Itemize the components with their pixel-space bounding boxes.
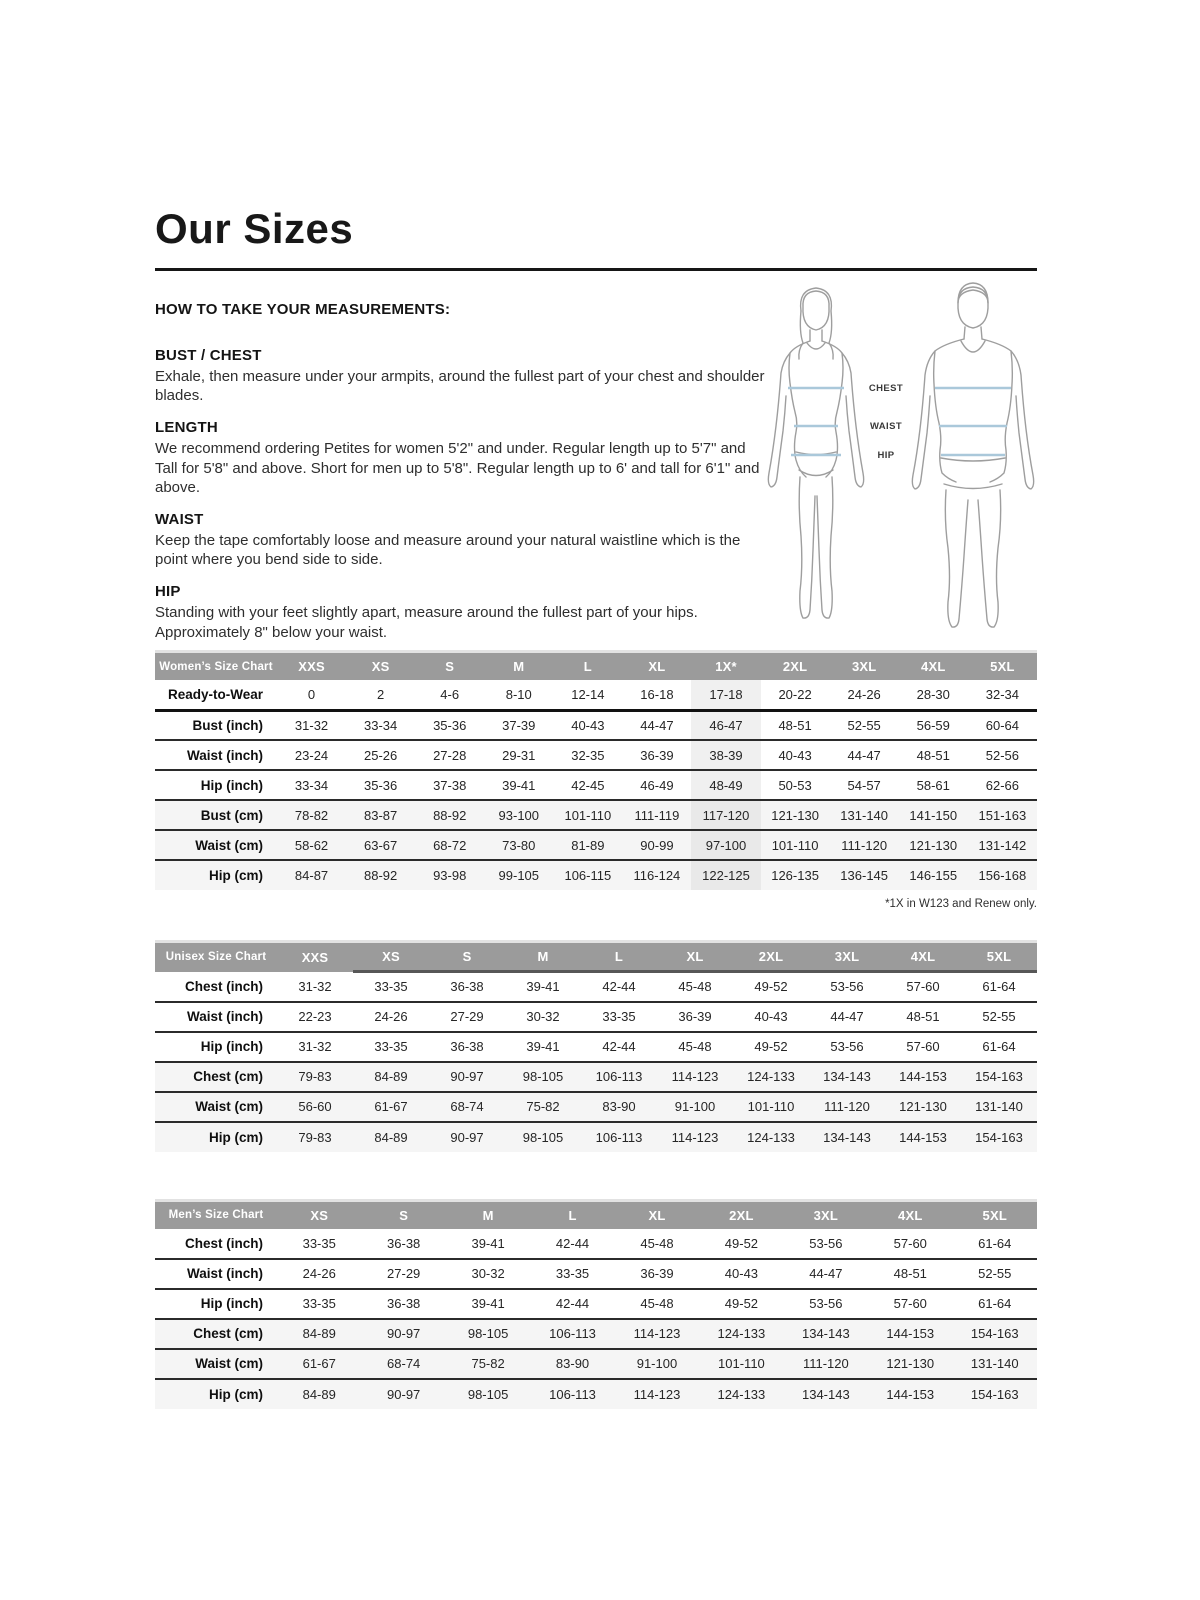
size-cell: 36-39: [657, 1002, 733, 1032]
how-to-heading: HOW TO TAKE YOUR MEASUREMENTS:: [155, 301, 451, 318]
size-cell: 57-60: [885, 972, 961, 1002]
size-cell: 106-113: [530, 1319, 614, 1349]
column-header-xs: XS: [353, 942, 429, 972]
figure-label-waist: WAIST: [869, 421, 903, 432]
mens-chart-title: Men’s Size Chart: [155, 1200, 277, 1229]
size-cell: 83-87: [346, 800, 415, 830]
section-length: [155, 419, 767, 497]
size-cell: 151-163: [968, 800, 1037, 830]
size-cell: 144-153: [885, 1062, 961, 1092]
size-cell: 154-163: [953, 1379, 1038, 1409]
section-body: Standing with your feet slightly apart, measure around the fullest part of your hips. Approximately 8" below your waist.: [155, 604, 698, 641]
size-cell: 48-51: [885, 1002, 961, 1032]
womens-chart-footnote: *1X in W123 and Renew only.: [885, 898, 1037, 910]
row-label: Chest (cm): [155, 1319, 277, 1349]
size-cell: 114-123: [657, 1122, 733, 1152]
size-cell: 114-123: [615, 1319, 699, 1349]
size-cell: 114-123: [615, 1379, 699, 1409]
table-row: [155, 1032, 1037, 1062]
size-cell: 37-38: [415, 770, 484, 800]
column-header-l: L: [581, 942, 657, 972]
size-cell: 48-51: [899, 740, 968, 770]
header-row: [155, 652, 1037, 681]
size-cell: 73-80: [484, 830, 553, 860]
column-header-4xl: 4XL: [868, 1200, 952, 1229]
size-cell: 90-97: [361, 1319, 445, 1349]
size-cell: 39-41: [484, 770, 553, 800]
column-header-5xl: 5XL: [953, 1200, 1038, 1229]
size-cell: 39-41: [505, 1032, 581, 1062]
size-cell: 106-113: [530, 1379, 614, 1409]
column-header-m: M: [446, 1200, 530, 1229]
size-cell: 61-67: [277, 1349, 361, 1379]
size-cell: 84-89: [353, 1062, 429, 1092]
column-header-xxs: XXS: [277, 942, 353, 972]
table-row: [155, 740, 1037, 770]
size-cell: 24-26: [277, 1259, 361, 1289]
size-cell: 58-62: [277, 830, 346, 860]
table-row: [155, 1092, 1037, 1122]
size-cell: 144-153: [868, 1379, 952, 1409]
size-cell: 99-105: [484, 860, 553, 890]
unisex-chart-title: Unisex Size Chart: [155, 942, 277, 972]
size-cell: 98-105: [446, 1379, 530, 1409]
size-cell: 36-38: [429, 972, 505, 1002]
section-hip: [155, 583, 767, 641]
size-cell: 44-47: [830, 740, 899, 770]
size-cell: 39-41: [505, 972, 581, 1002]
page-title: Our Sizes: [155, 205, 354, 252]
size-cell: 134-143: [784, 1379, 868, 1409]
size-cell: 57-60: [868, 1289, 952, 1319]
size-cell: 144-153: [885, 1122, 961, 1152]
size-cell: 134-143: [784, 1319, 868, 1349]
size-cell: 56-60: [277, 1092, 353, 1122]
male-figure: [912, 283, 1033, 627]
column-header-l: L: [553, 652, 622, 681]
size-cell: 40-43: [553, 710, 622, 740]
size-cell: 49-52: [699, 1229, 783, 1259]
row-label: Hip (inch): [155, 1032, 277, 1062]
size-cell: 90-97: [429, 1122, 505, 1152]
figure-label-hip: HIP: [877, 450, 895, 461]
row-label: Waist (inch): [155, 1259, 277, 1289]
size-cell: 28-30: [899, 680, 968, 710]
size-cell: 25-26: [346, 740, 415, 770]
row-label: Hip (inch): [155, 1289, 277, 1319]
section-body: Exhale, then measure under your armpits, around the fullest part of your chest and shoulder blades.: [155, 368, 765, 405]
section-heading: LENGTH: [155, 419, 218, 437]
column-header-s: S: [415, 652, 484, 681]
size-cell: 106-113: [581, 1122, 657, 1152]
column-header-3xl: 3XL: [809, 942, 885, 972]
size-cell: 121-130: [868, 1349, 952, 1379]
row-label: Waist (cm): [155, 1349, 277, 1379]
size-cell: 75-82: [446, 1349, 530, 1379]
table-row: [155, 1259, 1037, 1289]
column-header-xl: XL: [657, 942, 733, 972]
size-cell: 33-34: [277, 770, 346, 800]
table-row: [155, 800, 1037, 830]
section-heading: WAIST: [155, 510, 204, 528]
measurement-figures: [738, 280, 1042, 640]
table-row: [155, 1229, 1037, 1259]
size-cell: 2: [346, 680, 415, 710]
size-cell: 58-61: [899, 770, 968, 800]
row-label: Hip (cm): [155, 1122, 277, 1152]
size-cell: 36-38: [361, 1229, 445, 1259]
size-cell: 61-64: [961, 1032, 1037, 1062]
size-cell: 27-28: [415, 740, 484, 770]
size-cell: 61-64: [953, 1229, 1038, 1259]
size-cell: 45-48: [657, 1032, 733, 1062]
size-cell: 134-143: [809, 1062, 885, 1092]
size-cell: 17-18: [691, 680, 760, 710]
row-label: Waist (inch): [155, 1002, 277, 1032]
figures-illustration: [738, 280, 1042, 640]
section-body: We recommend ordering Petites for women 5'2" and under. Regular length up to 5'7" and Tall for 5'8" and above. Short for men up to 5'8". Regular length up to 6' and tall for 6'1" and above.: [155, 440, 760, 496]
size-cell: 24-26: [830, 680, 899, 710]
size-cell: 122-125: [691, 860, 760, 890]
row-label: Bust (cm): [155, 800, 277, 830]
size-cell: 156-168: [968, 860, 1037, 890]
size-cell: 30-32: [505, 1002, 581, 1032]
size-cell: 50-53: [761, 770, 830, 800]
size-cell: 40-43: [733, 1002, 809, 1032]
table-row: [155, 1319, 1037, 1349]
size-cell: 98-105: [505, 1062, 581, 1092]
size-cell: 84-89: [353, 1122, 429, 1152]
size-cell: 90-97: [429, 1062, 505, 1092]
size-cell: 45-48: [657, 972, 733, 1002]
column-header-s: S: [429, 942, 505, 972]
size-cell: 32-34: [968, 680, 1037, 710]
size-cell: 117-120: [691, 800, 760, 830]
size-cell: 42-44: [530, 1229, 614, 1259]
size-cell: 56-59: [899, 710, 968, 740]
row-label: Waist (inch): [155, 740, 277, 770]
size-cell: 42-44: [581, 1032, 657, 1062]
size-cell: 124-133: [733, 1122, 809, 1152]
size-cell: 49-52: [733, 972, 809, 1002]
section-bust-chest: [155, 347, 767, 405]
size-cell: 33-34: [346, 710, 415, 740]
size-cell: 38-39: [691, 740, 760, 770]
size-cell: 134-143: [809, 1122, 885, 1152]
section-body: Keep the tape comfortably loose and measure around your natural waistline which is the point where you bend side to side.: [155, 531, 741, 569]
table-row: [155, 770, 1037, 800]
size-cell: 32-35: [553, 740, 622, 770]
size-cell: 36-38: [429, 1032, 505, 1062]
size-cell: 52-56: [968, 740, 1037, 770]
size-cell: 63-67: [346, 830, 415, 860]
size-cell: 126-135: [761, 860, 830, 890]
size-cell: 154-163: [961, 1062, 1037, 1092]
size-cell: 33-35: [277, 1229, 361, 1259]
size-cell: 93-100: [484, 800, 553, 830]
size-cell: 79-83: [277, 1122, 353, 1152]
size-cell: 35-36: [415, 710, 484, 740]
size-cell: 52-55: [961, 1002, 1037, 1032]
size-cell: 53-56: [809, 972, 885, 1002]
size-cell: 44-47: [622, 710, 691, 740]
size-cell: 61-64: [953, 1289, 1038, 1319]
table-row: [155, 1379, 1037, 1409]
size-cell: 98-105: [446, 1319, 530, 1349]
row-label: Ready-to-Wear: [155, 680, 277, 710]
size-cell: 131-140: [961, 1092, 1037, 1122]
measurement-instructions: [155, 347, 767, 656]
table-row: [155, 1062, 1037, 1092]
size-cell: 31-32: [277, 1032, 353, 1062]
size-cell: 106-113: [581, 1062, 657, 1092]
size-cell: 111-120: [784, 1349, 868, 1379]
size-cell: 111-120: [830, 830, 899, 860]
section-heading: BUST / CHEST: [155, 347, 262, 364]
size-cell: 88-92: [415, 800, 484, 830]
size-cell: 42-44: [530, 1289, 614, 1319]
size-cell: 53-56: [784, 1289, 868, 1319]
size-cell: 35-36: [346, 770, 415, 800]
size-cell: 49-52: [699, 1289, 783, 1319]
row-label: Bust (inch): [155, 710, 277, 740]
size-cell: 116-124: [622, 860, 691, 890]
header-row: [155, 1200, 1037, 1229]
size-cell: 90-97: [361, 1379, 445, 1409]
size-cell: 52-55: [830, 710, 899, 740]
size-cell: 97-100: [691, 830, 760, 860]
size-cell: 57-60: [885, 1032, 961, 1062]
column-header-xxs: XXS: [277, 652, 346, 681]
size-cell: 84-87: [277, 860, 346, 890]
column-header-3xl: 3XL: [830, 652, 899, 681]
size-cell: 33-35: [277, 1289, 361, 1319]
header-row: [155, 942, 1037, 972]
size-cell: 114-123: [657, 1062, 733, 1092]
size-cell: 121-130: [899, 830, 968, 860]
size-charts: [155, 650, 1037, 1409]
table-row: [155, 680, 1037, 710]
size-cell: 23-24: [277, 740, 346, 770]
size-cell: 111-119: [622, 800, 691, 830]
size-cell: 141-150: [899, 800, 968, 830]
column-header-m: M: [484, 652, 553, 681]
column-header-s: S: [361, 1200, 445, 1229]
size-cell: 124-133: [733, 1062, 809, 1092]
column-header-4xl: 4XL: [899, 652, 968, 681]
column-header-xl: XL: [615, 1200, 699, 1229]
column-header-1x: 1X*: [691, 652, 760, 681]
row-label: Waist (cm): [155, 830, 277, 860]
table-row: [155, 1289, 1037, 1319]
size-cell: 78-82: [277, 800, 346, 830]
size-cell: 62-66: [968, 770, 1037, 800]
size-cell: 31-32: [277, 710, 346, 740]
mens-size-chart-table: [155, 1199, 1037, 1409]
size-cell: 131-140: [830, 800, 899, 830]
size-cell: 84-89: [277, 1319, 361, 1349]
row-label: Chest (cm): [155, 1062, 277, 1092]
size-cell: 83-90: [530, 1349, 614, 1379]
size-cell: 83-90: [581, 1092, 657, 1122]
size-cell: 20-22: [761, 680, 830, 710]
size-cell: 48-51: [868, 1259, 952, 1289]
row-label: Chest (inch): [155, 972, 277, 1002]
size-cell: 49-52: [733, 1032, 809, 1062]
size-cell: 39-41: [446, 1289, 530, 1319]
size-cell: 33-35: [530, 1259, 614, 1289]
table-row: [155, 1002, 1037, 1032]
table-row: [155, 1122, 1037, 1152]
size-cell: 22-23: [277, 1002, 353, 1032]
size-cell: 84-89: [277, 1379, 361, 1409]
size-cell: 53-56: [784, 1229, 868, 1259]
size-cell: 16-18: [622, 680, 691, 710]
womens-chart-title: Women’s Size Chart: [155, 652, 277, 681]
column-header-4xl: 4XL: [885, 942, 961, 972]
size-cell: 53-56: [809, 1032, 885, 1062]
size-cell: 33-35: [353, 972, 429, 1002]
size-cell: 90-99: [622, 830, 691, 860]
size-cell: 124-133: [699, 1319, 783, 1349]
row-label: Chest (inch): [155, 1229, 277, 1259]
size-cell: 39-41: [446, 1229, 530, 1259]
size-cell: 24-26: [353, 1002, 429, 1032]
size-cell: 111-120: [809, 1092, 885, 1122]
size-cell: 68-74: [429, 1092, 505, 1122]
size-cell: 46-47: [691, 710, 760, 740]
size-cell: 12-14: [553, 680, 622, 710]
size-cell: 31-32: [277, 972, 353, 1002]
size-cell: 60-64: [968, 710, 1037, 740]
size-cell: 27-29: [429, 1002, 505, 1032]
size-cell: 29-31: [484, 740, 553, 770]
column-header-xs: XS: [277, 1200, 361, 1229]
size-cell: 101-110: [761, 830, 830, 860]
size-cell: 75-82: [505, 1092, 581, 1122]
size-cell: 93-98: [415, 860, 484, 890]
table-row: [155, 710, 1037, 740]
column-header-xs: XS: [346, 652, 415, 681]
figure-label-chest: CHEST: [868, 383, 904, 394]
size-cell: 40-43: [761, 740, 830, 770]
size-cell: 154-163: [961, 1122, 1037, 1152]
size-cell: 101-110: [553, 800, 622, 830]
size-cell: 44-47: [784, 1259, 868, 1289]
table-row: [155, 830, 1037, 860]
table-row: [155, 972, 1037, 1002]
size-cell: 61-67: [353, 1092, 429, 1122]
row-label: Hip (cm): [155, 860, 277, 890]
column-header-5xl: 5XL: [961, 942, 1037, 972]
size-cell: 106-115: [553, 860, 622, 890]
size-cell: 8-10: [484, 680, 553, 710]
size-cell: 121-130: [761, 800, 830, 830]
size-cell: 42-45: [553, 770, 622, 800]
size-cell: 131-140: [953, 1349, 1038, 1379]
table-row: [155, 1349, 1037, 1379]
size-cell: 131-142: [968, 830, 1037, 860]
size-cell: 52-55: [953, 1259, 1038, 1289]
size-cell: 101-110: [699, 1349, 783, 1379]
size-cell: 101-110: [733, 1092, 809, 1122]
row-label: Waist (cm): [155, 1092, 277, 1122]
size-cell: 37-39: [484, 710, 553, 740]
size-cell: 121-130: [885, 1092, 961, 1122]
size-cell: 136-145: [830, 860, 899, 890]
size-cell: 98-105: [505, 1122, 581, 1152]
size-cell: 79-83: [277, 1062, 353, 1092]
size-cell: 48-49: [691, 770, 760, 800]
table-row: [155, 860, 1037, 890]
size-cell: 57-60: [868, 1229, 952, 1259]
size-cell: 4-6: [415, 680, 484, 710]
size-cell: 146-155: [899, 860, 968, 890]
size-cell: 54-57: [830, 770, 899, 800]
column-header-l: L: [530, 1200, 614, 1229]
size-cell: 46-49: [622, 770, 691, 800]
size-cell: 154-163: [953, 1319, 1038, 1349]
section-waist: [155, 511, 767, 569]
size-cell: 0: [277, 680, 346, 710]
size-cell: 91-100: [657, 1092, 733, 1122]
section-heading: HIP: [155, 583, 181, 601]
size-cell: 36-39: [622, 740, 691, 770]
size-cell: 68-74: [361, 1349, 445, 1379]
title-divider: [155, 268, 1037, 271]
unisex-size-chart-table: [155, 940, 1037, 1152]
size-cell: 48-51: [761, 710, 830, 740]
column-header-m: M: [505, 942, 581, 972]
size-cell: 124-133: [699, 1379, 783, 1409]
size-cell: 36-38: [361, 1289, 445, 1319]
size-cell: 40-43: [699, 1259, 783, 1289]
size-cell: 42-44: [581, 972, 657, 1002]
row-label: Hip (cm): [155, 1379, 277, 1409]
size-cell: 33-35: [581, 1002, 657, 1032]
size-cell: 36-39: [615, 1259, 699, 1289]
column-header-3xl: 3XL: [784, 1200, 868, 1229]
column-header-2xl: 2XL: [733, 942, 809, 972]
column-header-xl: XL: [622, 652, 691, 681]
size-cell: 45-48: [615, 1289, 699, 1319]
column-header-5xl: 5XL: [968, 652, 1037, 681]
column-header-2xl: 2XL: [761, 652, 830, 681]
size-cell: 88-92: [346, 860, 415, 890]
female-figure: [768, 288, 863, 618]
row-label: Hip (inch): [155, 770, 277, 800]
size-cell: 144-153: [868, 1319, 952, 1349]
size-cell: 68-72: [415, 830, 484, 860]
size-cell: 61-64: [961, 972, 1037, 1002]
size-cell: 91-100: [615, 1349, 699, 1379]
size-cell: 27-29: [361, 1259, 445, 1289]
size-cell: 30-32: [446, 1259, 530, 1289]
size-cell: 81-89: [553, 830, 622, 860]
column-header-2xl: 2XL: [699, 1200, 783, 1229]
size-cell: 44-47: [809, 1002, 885, 1032]
womens-size-chart-table: [155, 650, 1037, 890]
size-cell: 33-35: [353, 1032, 429, 1062]
size-cell: 45-48: [615, 1229, 699, 1259]
